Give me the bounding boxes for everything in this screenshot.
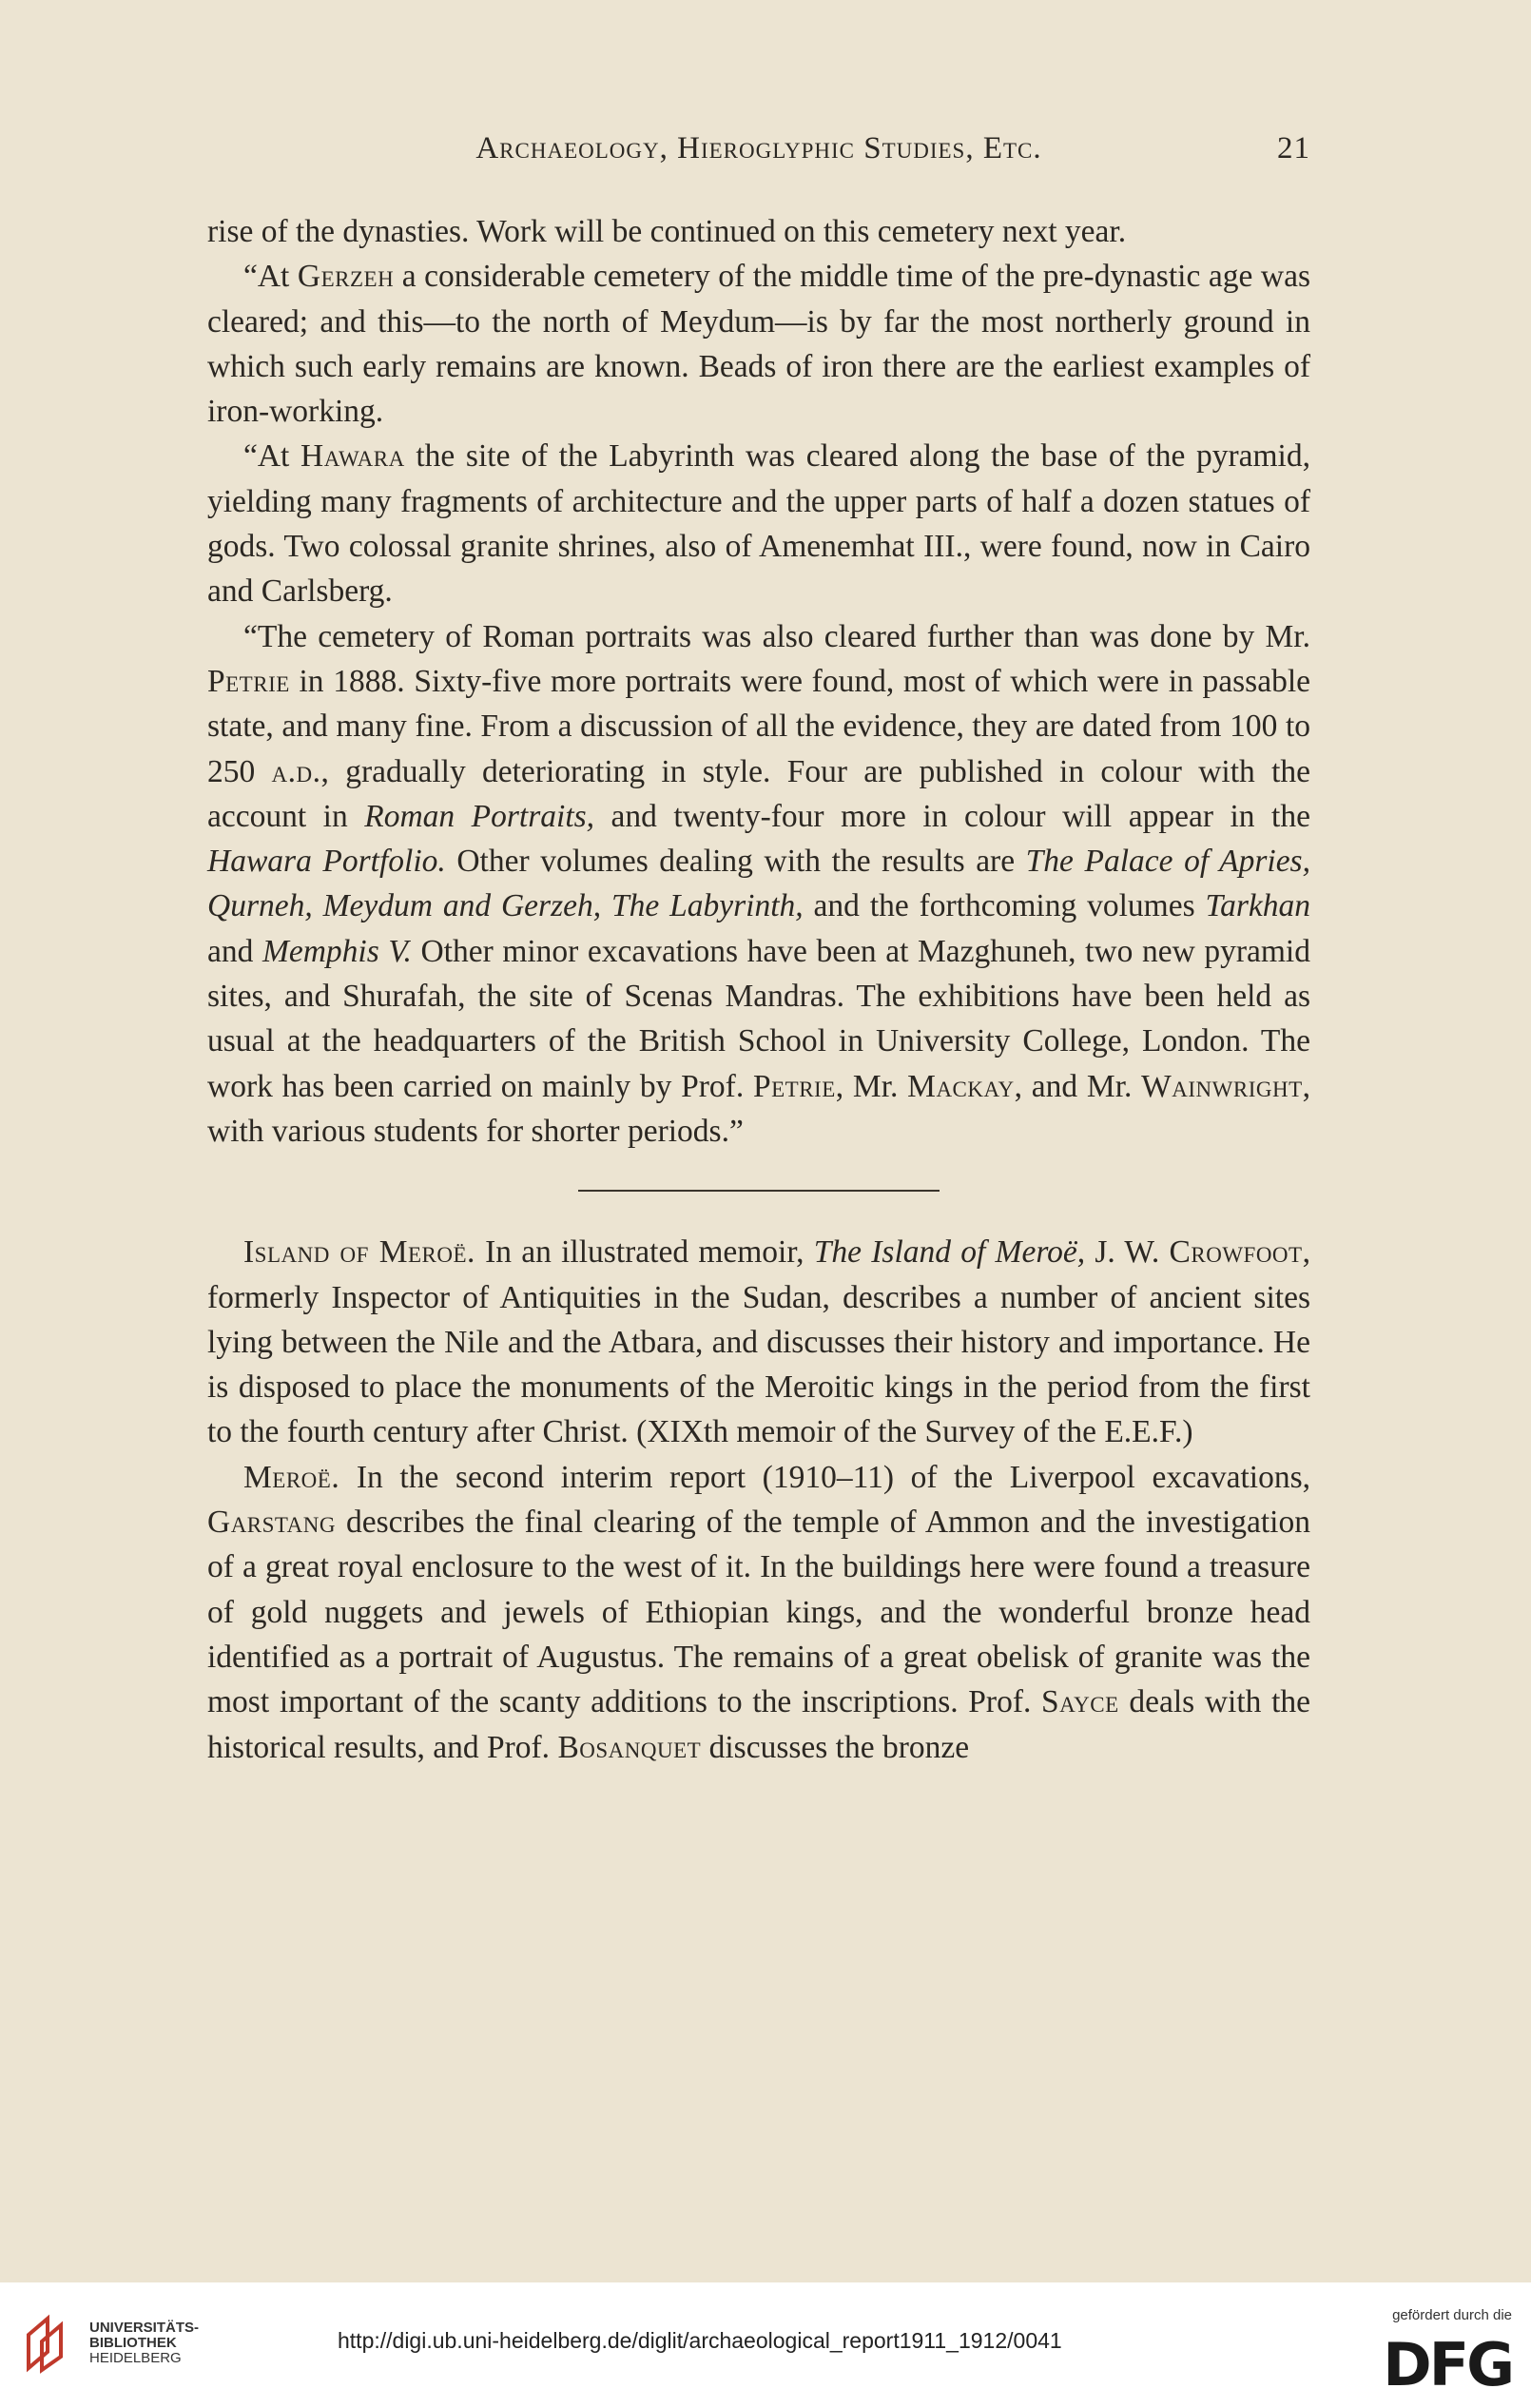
funding-caption: gefördert durch die: [1392, 2307, 1512, 2323]
body-text: [207, 209, 1310, 1770]
digitization-footer: [0, 2282, 1531, 2408]
section-divider: [578, 1190, 940, 1192]
book-title: Tarkhan: [1205, 888, 1311, 924]
era-abbreviation: a.d.: [271, 753, 321, 789]
person-name: Mackay: [907, 1068, 1015, 1104]
person-name: Petrie: [752, 1068, 836, 1104]
paragraph-1: rise of the dynasties. Work will be continued on this cemetery next year.: [207, 214, 1127, 249]
book-title: Memphis V.: [262, 933, 412, 969]
source-url-link[interactable]: http://digi.ub.uni-heidelberg.de/diglit/archaeological_report1911_1912/0041: [338, 2328, 1062, 2353]
book-title: Hawara Portfolio.: [207, 844, 446, 880]
person-name: Wainwright: [1141, 1068, 1303, 1104]
person-name: Petrie: [207, 663, 290, 699]
place-name: Hawara: [300, 438, 405, 475]
place-name: Gerzeh: [297, 259, 395, 295]
person-name: Crowfoot: [1169, 1234, 1303, 1271]
paragraph-gerzeh: “At Gerzeh a considerable cemetery of the middle time of the pre-dynastic age was cleared; and this—to the north of Meydum—is by far the most northerly ground in which such early remains are known. Beads of iron there are the earliest examples of iron-working.: [207, 259, 1310, 430]
person-name: Garstang: [207, 1505, 336, 1541]
section-heading: Meroë.: [243, 1459, 340, 1495]
page-number: 21: [1277, 131, 1310, 165]
book-title: The Island of Meroë,: [813, 1234, 1086, 1271]
book-title: Roman Portraits,: [364, 798, 595, 834]
paragraph-hawara: “At Hawara the site of the Labyrinth was cleared along the base of the pyramid, yielding many fragments of architecture and the upper parts of half a dozen statues of gods. Two colossal granite shrines, also of Amenemhat III., were found, now in Cairo and Carlsberg.: [207, 438, 1310, 610]
person-name: Bosanquet: [557, 1729, 702, 1765]
paragraph-roman-portraits: “The cemetery of Roman portraits was also cleared further than was done by Mr. Petrie in 1888. Sixty-five more portraits were found, most of which were in passable state, and many fine. From a discussion of all the evidence, they are dated from 100 to 250 a.d., gradually deteriorating in style. Four are published in colour with the account in Roman Portraits, and twenty-four more in colour will appear in the Hawara Portfolio. Other volumes dealing with the results are The Palace of Apries, Qurneh, Meydum and Gerzeh, The Labyrinth, and the forthcoming volumes Tarkhan and Memphis V. Other minor excavations have been at Mazghuneh, two new pyramid sites, and Shurafah, the site of Scenas Mandras. The exhibitions have been held as usual at the headquarters of the British School in University College, London. The work has been carried on mainly by Prof. Petrie, Mr. Mackay, and Mr. Wainwright, with various students for shorter periods.”: [207, 618, 1311, 1149]
book-title: The Palace of Apries, Qurneh, Meydum and Gerzeh, The Labyrinth,: [207, 844, 1310, 924]
paragraph-meroe: Meroë. In the second interim report (1910–11) of the Liverpool excavations, Garstang describes the final clearing of the temple of Ammon and the investigation of a great royal enclosure to the west of it. In the buildings here were found a treasure of gold nuggets and jewels of Ethiopian kings, and the wonderful bronze head identified as a portrait of Augustus. The remains of a great obelisk of granite was the most important of the scanty additions to the inscriptions. Prof. Sayce deals with the historical results, and Prof. Bosanquet discusses the bronze: [207, 1459, 1310, 1765]
running-head-title: Archaeology, Hieroglyphic Studies, Etc.: [475, 131, 1042, 165]
library-name: UNIVERSITÄTS- BIBLIOTHEK HEIDELBERG: [89, 2320, 200, 2366]
section-heading: Island of Meroë.: [243, 1234, 475, 1271]
paragraph-island-of-meroe: Island of Meroë. In an illustrated memoir, The Island of Meroë, J. W. Crowfoot, formerly Inspector of Antiquities in the Sudan, describes a number of ancient sites lying between the Nile and the Atbara, and discusses their history and importance. He is disposed to place the monuments of the Meroitic kings in the period from the first to the fourth century after Christ. (XIXth memoir of the Survey of the E.E.F.): [207, 1234, 1310, 1450]
dfg-logo: DFG: [1383, 2330, 1512, 2399]
university-library-logo-icon: [19, 2311, 86, 2378]
person-name: Sayce: [1041, 1684, 1119, 1720]
